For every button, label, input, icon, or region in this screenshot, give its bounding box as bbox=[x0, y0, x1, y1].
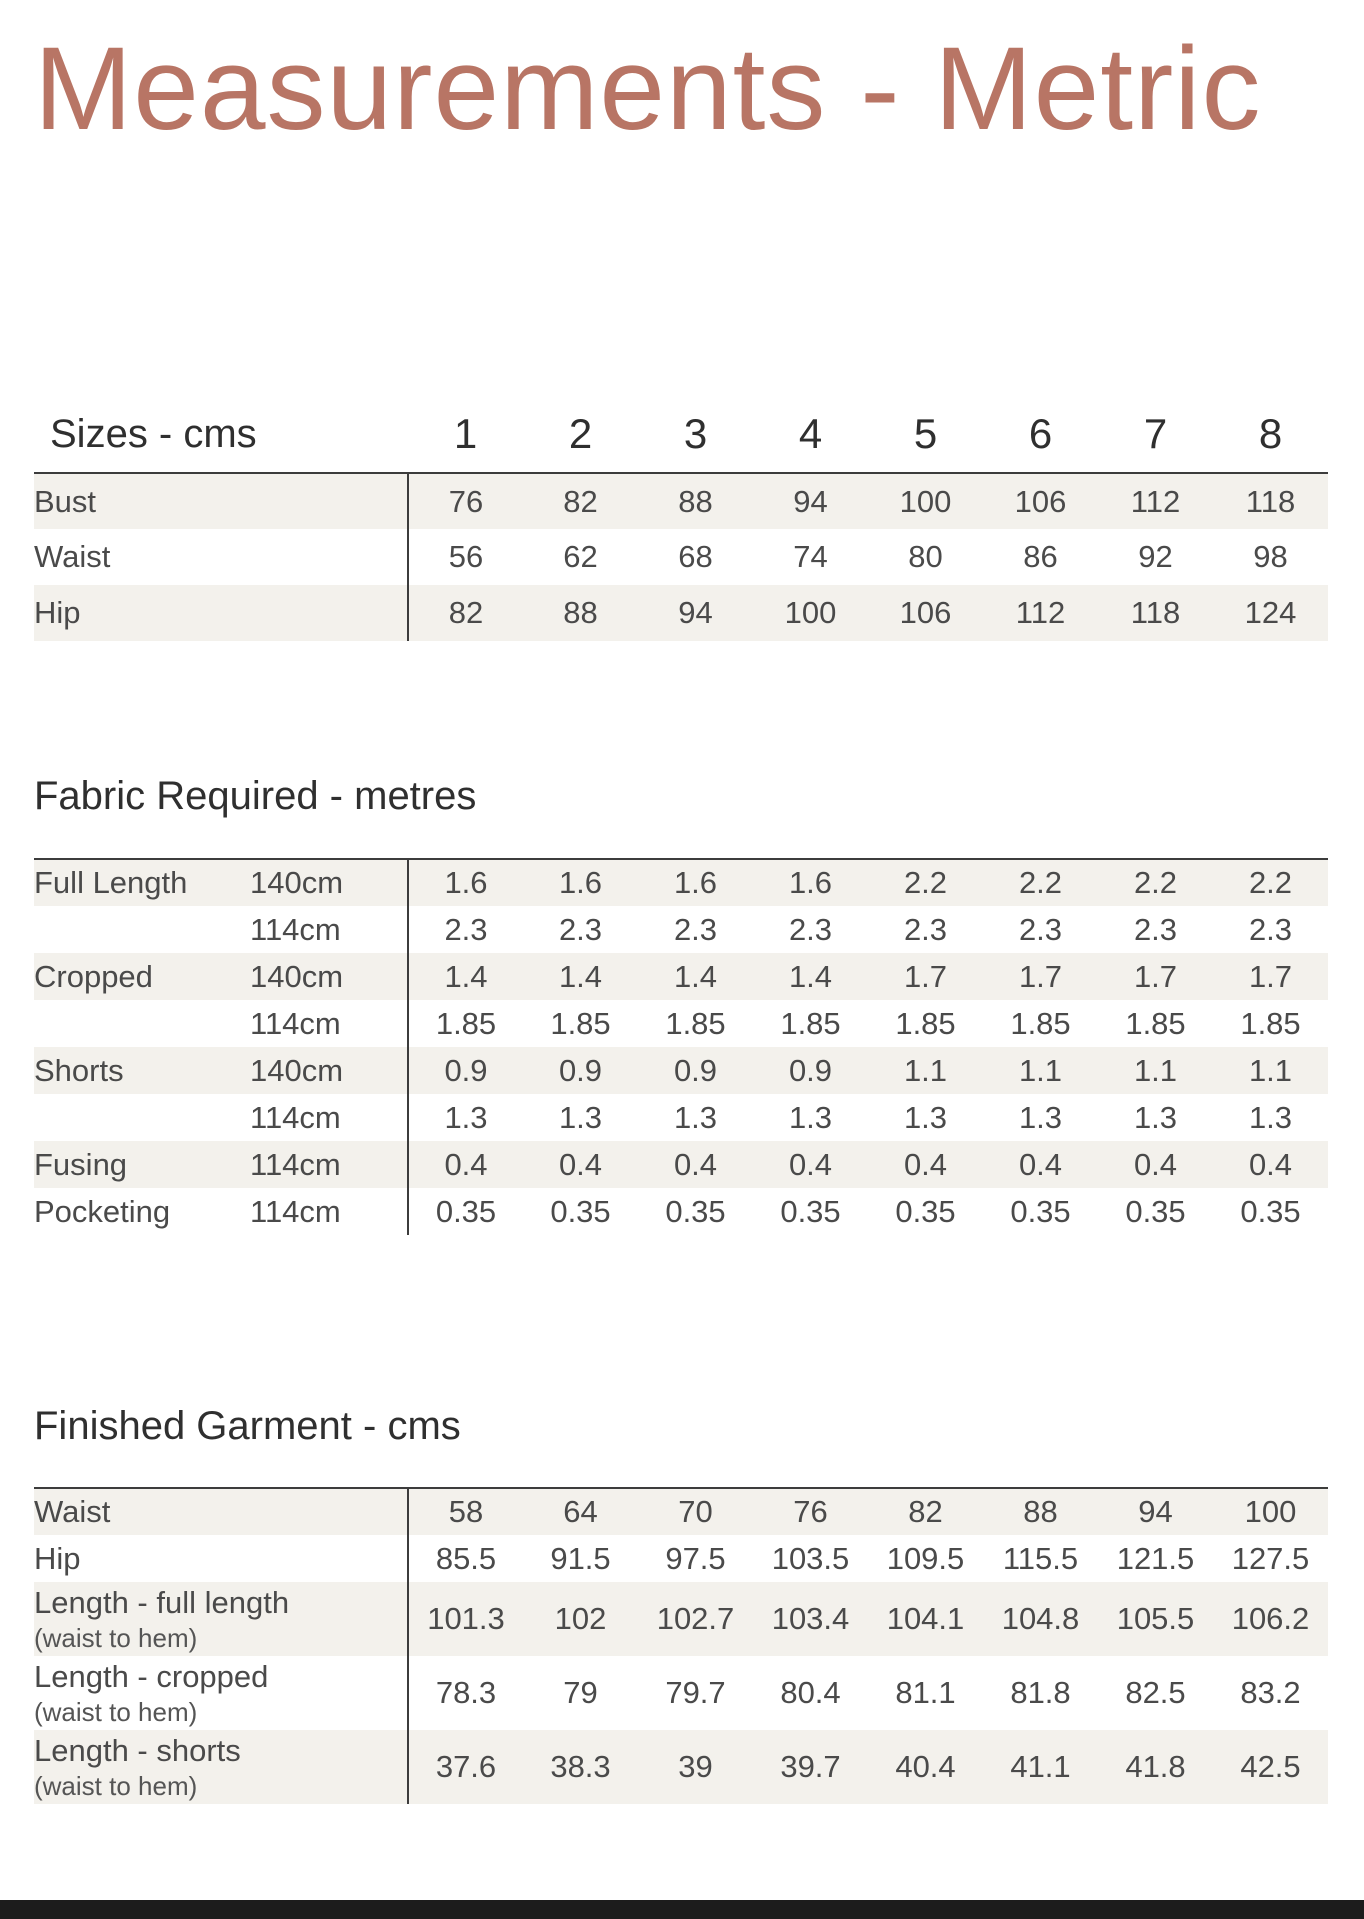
value-cell: 0.9 bbox=[638, 1047, 753, 1094]
row-label bbox=[34, 1000, 250, 1047]
table-row bbox=[34, 1488, 1328, 1535]
value-cell: 100 bbox=[868, 473, 983, 529]
value-cell: 94 bbox=[753, 473, 868, 529]
value-cell: 82.5 bbox=[1098, 1656, 1213, 1730]
value-cell: 101.3 bbox=[408, 1582, 523, 1656]
table-row bbox=[34, 1535, 1328, 1582]
value-cell: 0.4 bbox=[1098, 1141, 1213, 1188]
row-label: Fusing bbox=[34, 1141, 250, 1188]
table-row bbox=[34, 1141, 1328, 1188]
table-row bbox=[34, 529, 1328, 585]
size-header-7: 7 bbox=[1098, 396, 1213, 473]
row-label: Full Length bbox=[34, 859, 250, 906]
value-cell: 0.9 bbox=[753, 1047, 868, 1094]
fabric-table bbox=[34, 858, 1328, 1235]
fabric-width: 114cm bbox=[250, 1000, 408, 1047]
value-cell: 0.35 bbox=[408, 1188, 523, 1235]
value-cell: 0.4 bbox=[868, 1141, 983, 1188]
value-cell: 115.5 bbox=[983, 1535, 1098, 1582]
value-cell: 94 bbox=[1098, 1488, 1213, 1535]
value-cell: 1.1 bbox=[1098, 1047, 1213, 1094]
value-cell: 1.85 bbox=[408, 1000, 523, 1047]
value-cell: 88 bbox=[983, 1488, 1098, 1535]
value-cell: 80.4 bbox=[753, 1656, 868, 1730]
table-row bbox=[34, 859, 1328, 906]
value-cell: 0.9 bbox=[523, 1047, 638, 1094]
value-cell: 88 bbox=[638, 473, 753, 529]
value-cell: 39 bbox=[638, 1730, 753, 1804]
table-row bbox=[34, 1730, 1328, 1804]
table-row bbox=[34, 1000, 1328, 1047]
row-label-text: Length - shorts bbox=[34, 1732, 241, 1768]
value-cell: 0.4 bbox=[753, 1141, 868, 1188]
value-cell: 1.6 bbox=[523, 859, 638, 906]
value-cell: 97.5 bbox=[638, 1535, 753, 1582]
row-label bbox=[34, 1582, 408, 1656]
value-cell: 2.3 bbox=[983, 906, 1098, 953]
value-cell: 82 bbox=[868, 1488, 983, 1535]
row-label: Waist bbox=[34, 529, 408, 585]
sizes-header-row bbox=[34, 396, 1328, 473]
value-cell: 103.4 bbox=[753, 1582, 868, 1656]
value-cell: 98 bbox=[1213, 529, 1328, 585]
value-cell: 1.7 bbox=[868, 953, 983, 1000]
value-cell: 1.1 bbox=[1213, 1047, 1328, 1094]
value-cell: 121.5 bbox=[1098, 1535, 1213, 1582]
value-cell: 100 bbox=[1213, 1488, 1328, 1535]
value-cell: 1.3 bbox=[983, 1094, 1098, 1141]
value-cell: 2.3 bbox=[1098, 906, 1213, 953]
value-cell: 112 bbox=[983, 585, 1098, 641]
row-label bbox=[34, 1535, 408, 1582]
value-cell: 127.5 bbox=[1213, 1535, 1328, 1582]
row-label bbox=[34, 906, 250, 953]
page-title: Measurements - Metric bbox=[34, 23, 1262, 155]
value-cell: 1.85 bbox=[1213, 1000, 1328, 1047]
value-cell: 1.7 bbox=[1098, 953, 1213, 1000]
value-cell: 42.5 bbox=[1213, 1730, 1328, 1804]
value-cell: 1.85 bbox=[753, 1000, 868, 1047]
fabric-width: 114cm bbox=[250, 1094, 408, 1141]
fabric-width: 114cm bbox=[250, 906, 408, 953]
value-cell: 1.85 bbox=[523, 1000, 638, 1047]
value-cell: 1.3 bbox=[868, 1094, 983, 1141]
value-cell: 1.85 bbox=[983, 1000, 1098, 1047]
value-cell: 74 bbox=[753, 529, 868, 585]
finished-section-title: Finished Garment - cms bbox=[34, 1404, 461, 1448]
sizes-table bbox=[34, 396, 1328, 641]
table-row bbox=[34, 585, 1328, 641]
value-cell: 106.2 bbox=[1213, 1582, 1328, 1656]
row-label: Bust bbox=[34, 473, 408, 529]
value-cell: 102.7 bbox=[638, 1582, 753, 1656]
table-row bbox=[34, 953, 1328, 1000]
value-cell: 78.3 bbox=[408, 1656, 523, 1730]
fabric-width: 114cm bbox=[250, 1141, 408, 1188]
value-cell: 58 bbox=[408, 1488, 523, 1535]
value-cell: 1.85 bbox=[638, 1000, 753, 1047]
row-label bbox=[34, 1488, 408, 1535]
row-label: Cropped bbox=[34, 953, 250, 1000]
value-cell: 79 bbox=[523, 1656, 638, 1730]
value-cell: 105.5 bbox=[1098, 1582, 1213, 1656]
row-label-text: Length - full length bbox=[34, 1584, 290, 1620]
value-cell: 68 bbox=[638, 529, 753, 585]
row-label-note: (waist to hem) bbox=[34, 1770, 198, 1801]
size-header-2: 2 bbox=[523, 396, 638, 473]
value-cell: 88 bbox=[523, 585, 638, 641]
value-cell: 1.85 bbox=[1098, 1000, 1213, 1047]
row-label-note: (waist to hem) bbox=[34, 1696, 198, 1727]
value-cell: 2.2 bbox=[868, 859, 983, 906]
value-cell: 1.7 bbox=[983, 953, 1098, 1000]
fabric-section-title: Fabric Required - metres bbox=[34, 774, 477, 818]
value-cell: 2.3 bbox=[868, 906, 983, 953]
value-cell: 1.85 bbox=[868, 1000, 983, 1047]
fabric-width: 140cm bbox=[250, 1047, 408, 1094]
value-cell: 2.2 bbox=[983, 859, 1098, 906]
value-cell: 0.35 bbox=[638, 1188, 753, 1235]
value-cell: 0.35 bbox=[1098, 1188, 1213, 1235]
value-cell: 56 bbox=[408, 529, 523, 585]
value-cell: 0.4 bbox=[408, 1141, 523, 1188]
value-cell: 1.4 bbox=[523, 953, 638, 1000]
value-cell: 1.3 bbox=[523, 1094, 638, 1141]
value-cell: 0.4 bbox=[1213, 1141, 1328, 1188]
value-cell: 81.1 bbox=[868, 1656, 983, 1730]
value-cell: 83.2 bbox=[1213, 1656, 1328, 1730]
value-cell: 41.8 bbox=[1098, 1730, 1213, 1804]
row-label: Shorts bbox=[34, 1047, 250, 1094]
finished-table bbox=[34, 1487, 1328, 1804]
fabric-width: 140cm bbox=[250, 953, 408, 1000]
value-cell: 64 bbox=[523, 1488, 638, 1535]
value-cell: 124 bbox=[1213, 585, 1328, 641]
size-header-6: 6 bbox=[983, 396, 1098, 473]
value-cell: 0.4 bbox=[523, 1141, 638, 1188]
row-label-text: Hip bbox=[34, 1540, 81, 1576]
fabric-width: 114cm bbox=[250, 1188, 408, 1235]
table-row bbox=[34, 906, 1328, 953]
row-label-note: (waist to hem) bbox=[34, 1622, 198, 1653]
value-cell: 1.3 bbox=[408, 1094, 523, 1141]
size-header-4: 4 bbox=[753, 396, 868, 473]
value-cell: 76 bbox=[408, 473, 523, 529]
value-cell: 2.3 bbox=[1213, 906, 1328, 953]
value-cell: 1.7 bbox=[1213, 953, 1328, 1000]
value-cell: 92 bbox=[1098, 529, 1213, 585]
value-cell: 2.3 bbox=[408, 906, 523, 953]
table-row bbox=[34, 1582, 1328, 1656]
sizes-header-label: Sizes - cms bbox=[34, 396, 408, 473]
value-cell: 104.1 bbox=[868, 1582, 983, 1656]
value-cell: 1.6 bbox=[638, 859, 753, 906]
value-cell: 0.35 bbox=[753, 1188, 868, 1235]
value-cell: 1.4 bbox=[753, 953, 868, 1000]
value-cell: 76 bbox=[753, 1488, 868, 1535]
value-cell: 62 bbox=[523, 529, 638, 585]
value-cell: 91.5 bbox=[523, 1535, 638, 1582]
size-header-8: 8 bbox=[1213, 396, 1328, 473]
value-cell: 79.7 bbox=[638, 1656, 753, 1730]
value-cell: 1.3 bbox=[753, 1094, 868, 1141]
value-cell: 118 bbox=[1098, 585, 1213, 641]
size-header-1: 1 bbox=[408, 396, 523, 473]
value-cell: 106 bbox=[983, 473, 1098, 529]
row-label-text: Length - cropped bbox=[34, 1658, 269, 1694]
row-label-text: Waist bbox=[34, 1494, 111, 1529]
value-cell: 81.8 bbox=[983, 1656, 1098, 1730]
value-cell: 1.3 bbox=[1098, 1094, 1213, 1141]
value-cell: 1.4 bbox=[638, 953, 753, 1000]
value-cell: 118 bbox=[1213, 473, 1328, 529]
fabric-width: 140cm bbox=[250, 859, 408, 906]
table-row bbox=[34, 1656, 1328, 1730]
value-cell: 37.6 bbox=[408, 1730, 523, 1804]
value-cell: 0.4 bbox=[983, 1141, 1098, 1188]
value-cell: 82 bbox=[523, 473, 638, 529]
value-cell: 2.3 bbox=[523, 906, 638, 953]
value-cell: 0.35 bbox=[983, 1188, 1098, 1235]
value-cell: 1.6 bbox=[753, 859, 868, 906]
row-label bbox=[34, 1094, 250, 1141]
value-cell: 109.5 bbox=[868, 1535, 983, 1582]
value-cell: 40.4 bbox=[868, 1730, 983, 1804]
value-cell: 94 bbox=[638, 585, 753, 641]
value-cell: 0.35 bbox=[1213, 1188, 1328, 1235]
value-cell: 2.2 bbox=[1098, 859, 1213, 906]
value-cell: 112 bbox=[1098, 473, 1213, 529]
value-cell: 1.1 bbox=[983, 1047, 1098, 1094]
value-cell: 39.7 bbox=[753, 1730, 868, 1804]
value-cell: 0.35 bbox=[868, 1188, 983, 1235]
value-cell: 1.3 bbox=[638, 1094, 753, 1141]
value-cell: 86 bbox=[983, 529, 1098, 585]
value-cell: 103.5 bbox=[753, 1535, 868, 1582]
value-cell: 82 bbox=[408, 585, 523, 641]
value-cell: 2.3 bbox=[638, 906, 753, 953]
bottom-bar bbox=[0, 1900, 1364, 1919]
value-cell: 106 bbox=[868, 585, 983, 641]
row-label: Pocketing bbox=[34, 1188, 250, 1235]
value-cell: 0.4 bbox=[638, 1141, 753, 1188]
table-row bbox=[34, 1188, 1328, 1235]
value-cell: 102 bbox=[523, 1582, 638, 1656]
row-label bbox=[34, 1730, 408, 1804]
row-label: Hip bbox=[34, 585, 408, 641]
row-label bbox=[34, 1656, 408, 1730]
value-cell: 70 bbox=[638, 1488, 753, 1535]
size-header-5: 5 bbox=[868, 396, 983, 473]
value-cell: 1.3 bbox=[1213, 1094, 1328, 1141]
value-cell: 2.2 bbox=[1213, 859, 1328, 906]
value-cell: 100 bbox=[753, 585, 868, 641]
value-cell: 1.6 bbox=[408, 859, 523, 906]
table-row bbox=[34, 1094, 1328, 1141]
size-header-3: 3 bbox=[638, 396, 753, 473]
value-cell: 2.3 bbox=[753, 906, 868, 953]
value-cell: 85.5 bbox=[408, 1535, 523, 1582]
value-cell: 104.8 bbox=[983, 1582, 1098, 1656]
value-cell: 38.3 bbox=[523, 1730, 638, 1804]
value-cell: 0.35 bbox=[523, 1188, 638, 1235]
table-row bbox=[34, 473, 1328, 529]
value-cell: 1.4 bbox=[408, 953, 523, 1000]
value-cell: 0.9 bbox=[408, 1047, 523, 1094]
value-cell: 1.1 bbox=[868, 1047, 983, 1094]
value-cell: 41.1 bbox=[983, 1730, 1098, 1804]
value-cell: 80 bbox=[868, 529, 983, 585]
table-row bbox=[34, 1047, 1328, 1094]
